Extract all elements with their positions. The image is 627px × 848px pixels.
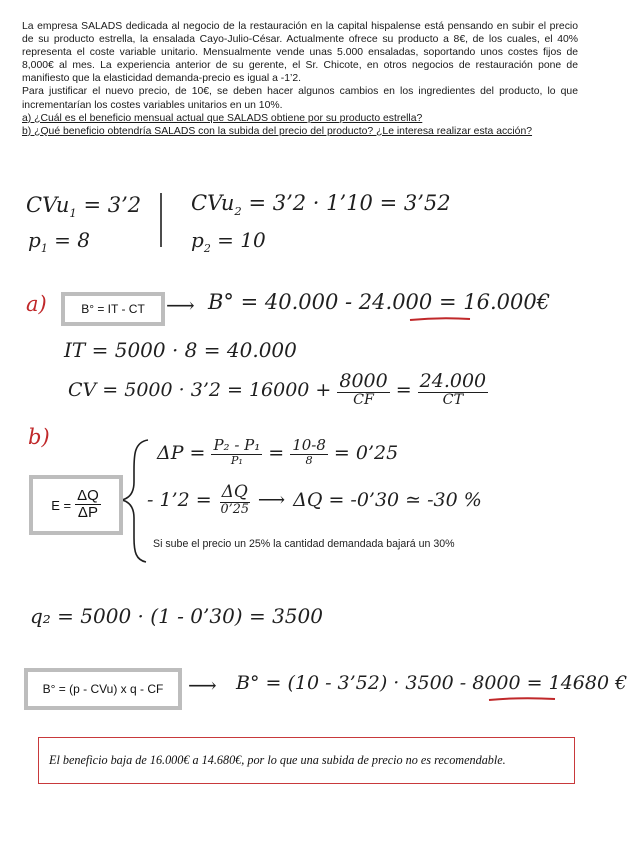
- formula-box-b: [24, 668, 182, 710]
- cvu2-line: [191, 191, 451, 218]
- underline-b-result: [489, 698, 555, 700]
- profit-a-expression: B° = 40.000 - 24.000 =: [208, 290, 457, 314]
- delta-p-line: [157, 438, 398, 467]
- q2-line: q₂ = 5000 · (1 - 0’30) = 3500: [30, 604, 323, 628]
- label-a: a): [26, 292, 47, 316]
- delta-p-equals: =: [268, 441, 285, 464]
- p2-value: = 10: [217, 228, 266, 252]
- delta-p-fraction-2: [290, 438, 328, 467]
- delta-p-frac1-den: P₁: [230, 453, 243, 467]
- elasticity-box: [29, 475, 123, 535]
- elasticity-numerator: ΔQ: [77, 487, 99, 505]
- p2-label: p: [191, 228, 204, 252]
- ct-label: CT: [442, 391, 464, 408]
- eq2-lhs: - 1’2 =: [147, 489, 212, 512]
- delta-p-lhs: ΔP =: [157, 441, 206, 464]
- problem-paragraph-1: La empresa SALADS dedicada al negocio de la restauración en la capital hispalense está pensando en subir el precio de su producto estrella, la ensalada Cayo-Julio-César. Actualmente ofrece su producto a 8€, de los cuales, el 40% representa el coste variable unitario. Mensualmente vende unas 5.000 ensaladas, soportando unos costes fijos de 8,000€ al mes. La experiencia anterior de su gerente, el Sr. Chicote, en otros negocios de restauración pone de manifiesto que la elasticidad demanda-precio es igual a -1’2.: [22, 21, 578, 85]
- profit-a-result: 16.000: [463, 290, 537, 314]
- elasticity-lhs: E =: [51, 497, 72, 513]
- delta-p-fraction-1: [211, 438, 262, 467]
- problem-paragraph-2: Para justificar el nuevo precio, de 10€, se deben hacer algunos cambios en los ingredientes del producto, lo que incrementarían los costes variables unitarios en un 10%.: [22, 86, 578, 111]
- p1-line: [28, 228, 90, 255]
- conclusion-text: El beneficio baja de 16.000€ a 14.680€, por lo que una subida de precio no es recomendable.: [49, 753, 506, 767]
- profit-b-result: 14680 €: [548, 672, 627, 694]
- underline-a-result: [410, 318, 470, 320]
- arrow-a: ⟶: [166, 293, 195, 317]
- cvu1-value: = 3’2: [83, 193, 142, 217]
- eq2-arrow: ⟶: [257, 489, 286, 512]
- profit-b-expression: B° = (10 - 3’52) · 3500 - 8000 =: [236, 672, 543, 694]
- elasticity-fraction: [75, 488, 101, 521]
- cvu2-label: CVu: [191, 191, 235, 215]
- profit-b-line: [236, 672, 627, 694]
- cf-fraction: [337, 372, 389, 409]
- ct-equals: =: [395, 379, 412, 402]
- delta-p-frac2-den: 8: [305, 453, 313, 467]
- cvu1-sub: 1: [69, 206, 77, 221]
- curly-brace: [122, 440, 148, 562]
- p1-sub: 1: [40, 242, 48, 255]
- elasticity-equation: [147, 484, 482, 517]
- it-line: IT = 5000 · 8 = 40.000: [64, 338, 297, 362]
- p2-sub: 2: [203, 242, 211, 255]
- cvu1-label: CVu: [26, 193, 70, 217]
- ct-value: 24.000: [419, 370, 487, 392]
- cf-value: 8000: [339, 370, 388, 392]
- delta-p-result: = 0’25: [333, 441, 399, 464]
- cf-label: CF: [353, 391, 374, 408]
- formula-b-text: B° = (p - CVu) x q - CF: [42, 682, 164, 696]
- formula-a-text: B° = IT - CT: [81, 302, 145, 316]
- label-b: b): [28, 425, 50, 449]
- elasticity-denominator: ΔP: [77, 504, 98, 522]
- eq2-denominator: 0’25: [220, 501, 249, 517]
- ct-fraction: [418, 372, 488, 409]
- conclusion-box: [38, 737, 575, 784]
- cvu2-value: = 3’2 · 1’10 = 3’52: [248, 191, 451, 215]
- delta-p-frac1-num: P₂ - P₁: [213, 436, 261, 454]
- profit-a-unit: €: [536, 290, 551, 314]
- p1-value: = 8: [54, 228, 91, 252]
- question-b: b) ¿Qué beneficio obtendría SALADS con la subida del precio del producto? ¿Le interesa realizar esta acción?: [22, 125, 533, 137]
- question-a: a) ¿Cuál es el beneficio mensual actual que SALADS obtiene por su producto estrella?: [22, 112, 423, 124]
- cvu1-line: [26, 193, 141, 220]
- p2-line: [191, 228, 266, 255]
- delta-p-frac2-num: 10-8: [292, 436, 326, 454]
- p1-label: p: [28, 228, 41, 252]
- eq2-numerator: ΔQ: [221, 482, 248, 502]
- eq2-rhs: ΔQ = -0’30 ≃ -30 %: [293, 489, 482, 512]
- cv-prefix: CV = 5000 · 3’2 = 16000 +: [68, 379, 332, 402]
- cv-line: [68, 372, 488, 409]
- arrow-b: ⟶: [188, 673, 217, 697]
- eq2-fraction: [220, 484, 250, 517]
- demand-note: Si sube el precio un 25% la cantidad demandada bajará un 30%: [153, 538, 455, 550]
- profit-a-line: [208, 290, 550, 314]
- cvu2-sub: 2: [234, 204, 242, 219]
- formula-box-a: [61, 292, 165, 326]
